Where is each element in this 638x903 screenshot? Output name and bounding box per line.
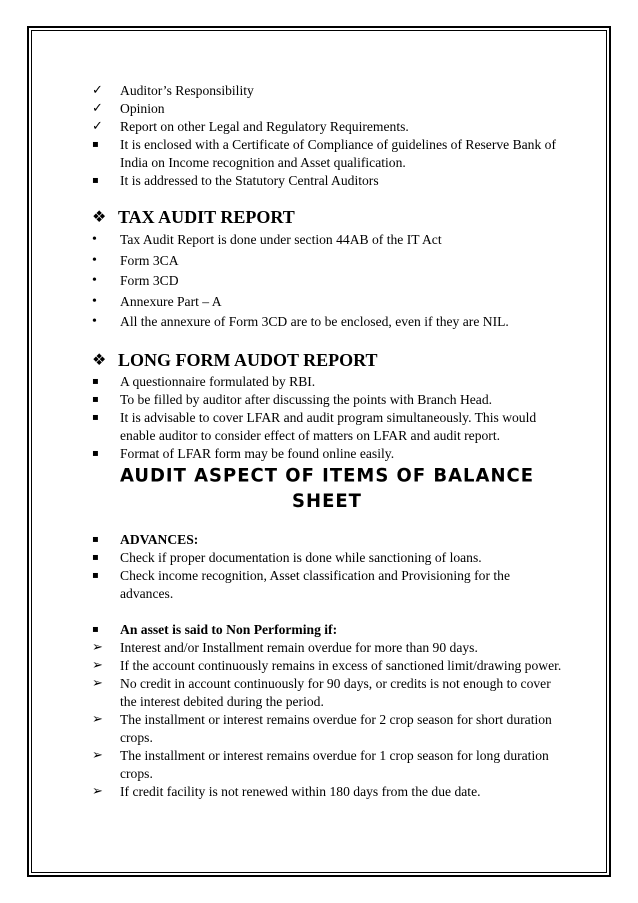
list-item (92, 251, 562, 272)
list-item-text: Tax Audit Report is done under section 44AB of the IT Act (120, 232, 442, 247)
diamond-bullet-icon: ❖ (92, 207, 107, 226)
list-item-text: Annexure Part – A (120, 293, 222, 309)
dot-bullet-icon: • (92, 232, 97, 247)
list-item-text: It is advisable to cover LFAR and audit program simultaneously. This would enable auditor to consider effect of matters on LFAR and audit report. (120, 409, 537, 443)
list-item-text: It is addressed to the Statutory Central Auditors (120, 173, 379, 188)
list-item (92, 639, 562, 657)
list-item-text: Format of LFAR form may be found online easily. (120, 445, 395, 461)
diamond-bullet-icon: ❖ (92, 349, 107, 369)
arrow-bullet-icon: ➢ (92, 639, 103, 655)
checkmark-icon: ✓ (92, 101, 103, 116)
heading-text: TAX AUDIT REPORT (118, 207, 295, 227)
arrow-bullet-icon: ➢ (92, 747, 103, 763)
list-item-text: Interest and/or Installment remain overdue for more than 90 days. (120, 639, 478, 655)
list-item (92, 567, 562, 603)
list-item-text: Form 3CD (120, 273, 179, 288)
list-item-text: It is enclosed with a Certificate of Compliance of guidelines of Reserve Bank of India on Income recognition and Asset qualification. (120, 137, 557, 170)
arrow-bullet-icon: ➢ (92, 783, 103, 799)
arrow-bullet-icon: ➢ (92, 711, 103, 727)
square-bullet-icon: ▪ (92, 623, 99, 635)
list-item (92, 118, 562, 136)
dot-bullet-icon: • (92, 252, 97, 268)
list-item-text: No credit in account continuously for 90 days, or credits is not enough to cover the interest debited during the period. (120, 675, 551, 709)
list-item (92, 312, 562, 333)
list-item-text: Auditor’s Responsibility (120, 83, 254, 98)
list-item (92, 230, 562, 251)
list-item (92, 445, 562, 463)
list-item (92, 136, 562, 172)
list-item-text: Report on other Legal and Regulatory Requirements. (120, 119, 409, 134)
list-item (92, 391, 562, 409)
square-bullet-icon: ▪ (92, 175, 99, 186)
list-item-text: A questionnaire formulated by RBI. (120, 373, 316, 389)
list-item (92, 172, 562, 190)
list-item-text: The installment or interest remains overdue for 2 crop season for short duration crops. (120, 711, 552, 745)
list-item-text: If the account continuously remains in excess of sanctioned limit/drawing power. (120, 657, 562, 673)
list-item (92, 675, 562, 711)
list-item (92, 549, 562, 567)
list-item (92, 271, 562, 292)
list-item (92, 783, 562, 801)
section-heading-long-form (92, 349, 562, 371)
list-item (92, 292, 562, 313)
square-bullet-icon: ▪ (92, 533, 99, 545)
square-bullet-icon: ▪ (92, 551, 99, 563)
square-bullet-icon: ▪ (92, 569, 99, 581)
dot-bullet-icon: • (92, 273, 97, 288)
list-item-text: If credit facility is not renewed within 180 days from the due date. (120, 783, 481, 799)
square-bullet-icon: ▪ (92, 411, 99, 423)
list-item-text: To be filled by auditor after discussing the points with Branch Head. (120, 391, 493, 407)
heading-text: LONG FORM AUDOT REPORT (118, 349, 378, 370)
npa-label-item (92, 621, 562, 639)
list-item-text: Check if proper documentation is done while sanctioning of loans. (120, 549, 482, 565)
section-heading-tax-audit (92, 206, 562, 228)
advances-label: ADVANCES: (120, 531, 199, 547)
balance-sheet-title: AUDIT ASPECT OF ITEMS OF BALANCE SHEET (119, 464, 535, 512)
npa-label: An asset is said to Non Performing if: (120, 621, 338, 637)
list-item (92, 711, 562, 747)
list-item (92, 657, 562, 675)
list-item (92, 100, 562, 118)
list-item-text: The installment or interest remains overdue for 1 crop season for long duration crops. (120, 747, 549, 781)
list-item (92, 747, 562, 783)
dot-bullet-icon: • (92, 293, 97, 309)
square-bullet-icon: ▪ (92, 375, 99, 387)
list-item (92, 82, 562, 100)
checkmark-icon: ✓ (92, 83, 103, 98)
checkmark-icon: ✓ (92, 119, 103, 134)
list-item-text: Check income recognition, Asset classification and Provisioning for the advances. (120, 567, 510, 601)
arrow-bullet-icon: ➢ (92, 675, 103, 691)
dot-bullet-icon: • (92, 314, 97, 329)
section-report-contents (92, 82, 562, 190)
list-item-text: Opinion (120, 101, 165, 116)
list-item (92, 373, 562, 391)
list-item-text: Form 3CA (120, 252, 179, 268)
square-bullet-icon: ▪ (92, 139, 99, 150)
advances-label-item (92, 531, 562, 549)
list-item (92, 409, 562, 445)
square-bullet-icon: ▪ (92, 393, 99, 405)
arrow-bullet-icon: ➢ (92, 657, 103, 673)
square-bullet-icon: ▪ (92, 447, 99, 459)
list-item-text: All the annexure of Form 3CD are to be enclosed, even if they are NIL. (120, 314, 509, 329)
document-content (92, 82, 562, 801)
